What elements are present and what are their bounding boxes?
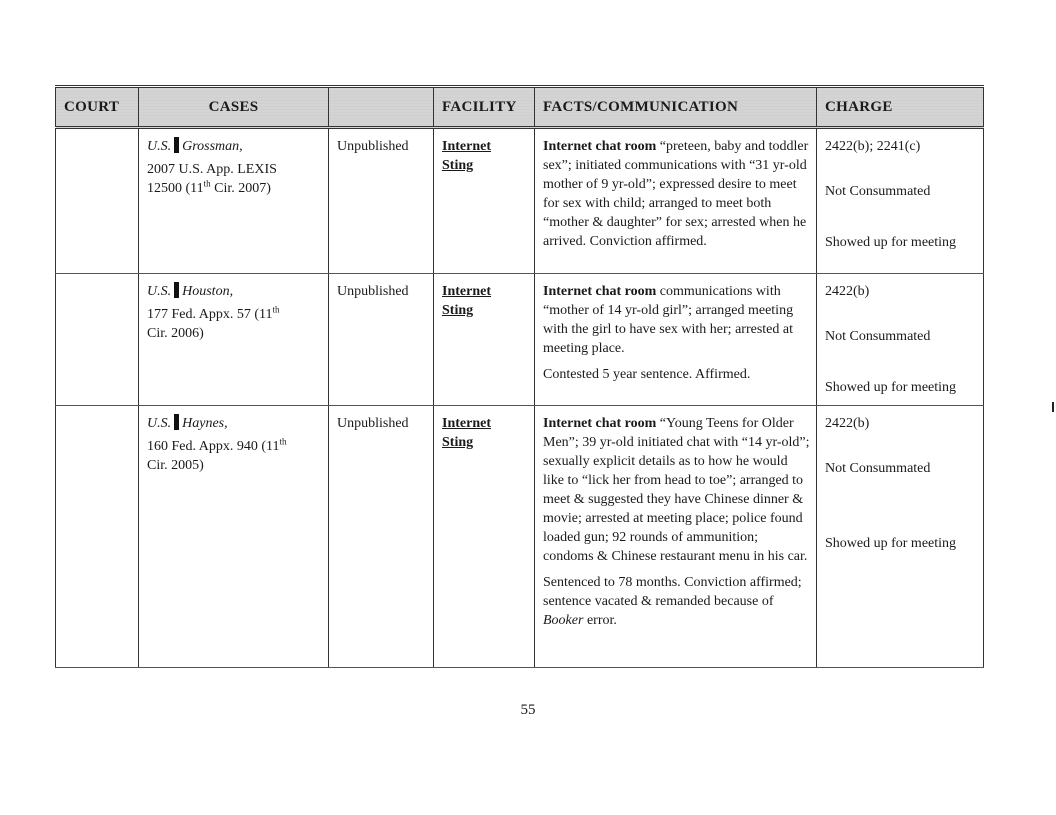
case-title — [147, 282, 322, 301]
facility-method: Sting — [442, 303, 474, 318]
charge-statute: 2422(b) — [825, 284, 870, 299]
redaction-bar — [174, 282, 179, 298]
case-cell — [139, 406, 329, 668]
facility-type: Internet — [442, 284, 491, 299]
table-row — [56, 274, 984, 406]
publication-cell: Unpublished — [329, 406, 434, 668]
case-name: Houston, — [182, 284, 234, 299]
charge-status: Not Consummated — [825, 329, 931, 344]
case-name: Grossman, — [182, 139, 243, 154]
table-row — [56, 128, 984, 274]
case-prefix: U.S. — [147, 284, 172, 299]
charge-cell — [817, 128, 984, 274]
facts-outcome: Sentenced to 78 months. Conviction affirmed; sentence vacated & remanded because of Booker error. — [543, 575, 802, 628]
header-court: COURT — [56, 87, 139, 128]
facility-cell — [434, 406, 535, 668]
facility-type: Internet — [442, 416, 491, 431]
facts-lead: Internet chat room — [543, 284, 657, 299]
publication-cell: Unpublished — [329, 274, 434, 406]
court-cell — [56, 406, 139, 668]
header-blank — [329, 87, 434, 128]
charge-outcome: Showed up for meeting — [825, 536, 957, 551]
case-citation: 160 Fed. Appx. 940 (11th Cir. 2005) — [147, 436, 287, 473]
charge-status: Not Consummated — [825, 184, 931, 199]
facility-method: Sting — [442, 158, 474, 173]
charge-cell — [817, 406, 984, 668]
case-title — [147, 137, 322, 156]
page-number: 55 — [520, 702, 536, 718]
facility-method: Sting — [442, 435, 474, 450]
case-citation: 177 Fed. Appx. 57 (11th Cir. 2006) — [147, 304, 280, 341]
charge-outcome: Showed up for meeting — [825, 380, 957, 395]
case-citation: 2007 U.S. App. LEXIS 12500 (11th Cir. 2007) — [147, 162, 277, 196]
charge-cell — [817, 274, 984, 406]
court-cell — [56, 274, 139, 406]
case-title — [147, 414, 322, 433]
header-cases: CASES — [139, 87, 329, 128]
header-facility: FACILITY — [434, 87, 535, 128]
scan-edge-mark — [1052, 402, 1054, 412]
table-header-row — [56, 87, 984, 128]
charge-statute: 2422(b) — [825, 416, 870, 431]
facts-cell — [535, 406, 817, 668]
facility-cell — [434, 274, 535, 406]
facts-text: “preteen, baby and toddler sex”; initiated communications with “31 yr-old mother of 9 yr-old”; expressed desire to meet for sex with child; arranged to meet both “mother & daughter” for sex; arrested when he arrived. Conviction affirmed. — [543, 139, 809, 249]
facts-cell — [535, 128, 817, 274]
facts-text: communications with “mother of 14 yr-old girl”; arranged meeting with the girl to have sex with her; arrested at meeting place. — [543, 284, 794, 356]
facility-cell — [434, 128, 535, 274]
case-cell — [139, 274, 329, 406]
redaction-bar — [174, 414, 179, 430]
header-charge: CHARGE — [817, 87, 984, 128]
table-row — [56, 406, 984, 668]
charge-outcome: Showed up for meeting — [825, 235, 957, 250]
case-cell — [139, 128, 329, 274]
charge-status: Not Consummated — [825, 461, 931, 476]
facility-type: Internet — [442, 139, 491, 154]
case-table — [55, 85, 984, 668]
case-name: Haynes, — [182, 416, 228, 431]
case-prefix: U.S. — [147, 416, 172, 431]
facts-outcome: Contested 5 year sentence. Affirmed. — [543, 367, 751, 382]
court-cell — [56, 128, 139, 274]
facts-lead: Internet chat room — [543, 139, 657, 154]
header-facts: FACTS/COMMUNICATION — [535, 87, 817, 128]
facts-text: “Young Teens for Older Men”; 39 yr-old initiated chat with “14 yr-old”; sexually explicit details as to how he would like to “lick her from head to toe”; arranged to meet & suggested they have Chinese dinner & movie; arrested at meeting place; police found loaded gun; 92 rounds of ammunition; condoms & Chinese restaurant menu in his car. — [543, 416, 810, 564]
publication-cell: Unpublished — [329, 128, 434, 274]
case-prefix: U.S. — [147, 139, 172, 154]
redaction-bar — [174, 137, 179, 153]
facts-lead: Internet chat room — [543, 416, 657, 431]
facts-cell — [535, 274, 817, 406]
charge-statute: 2422(b); 2241(c) — [825, 139, 921, 154]
